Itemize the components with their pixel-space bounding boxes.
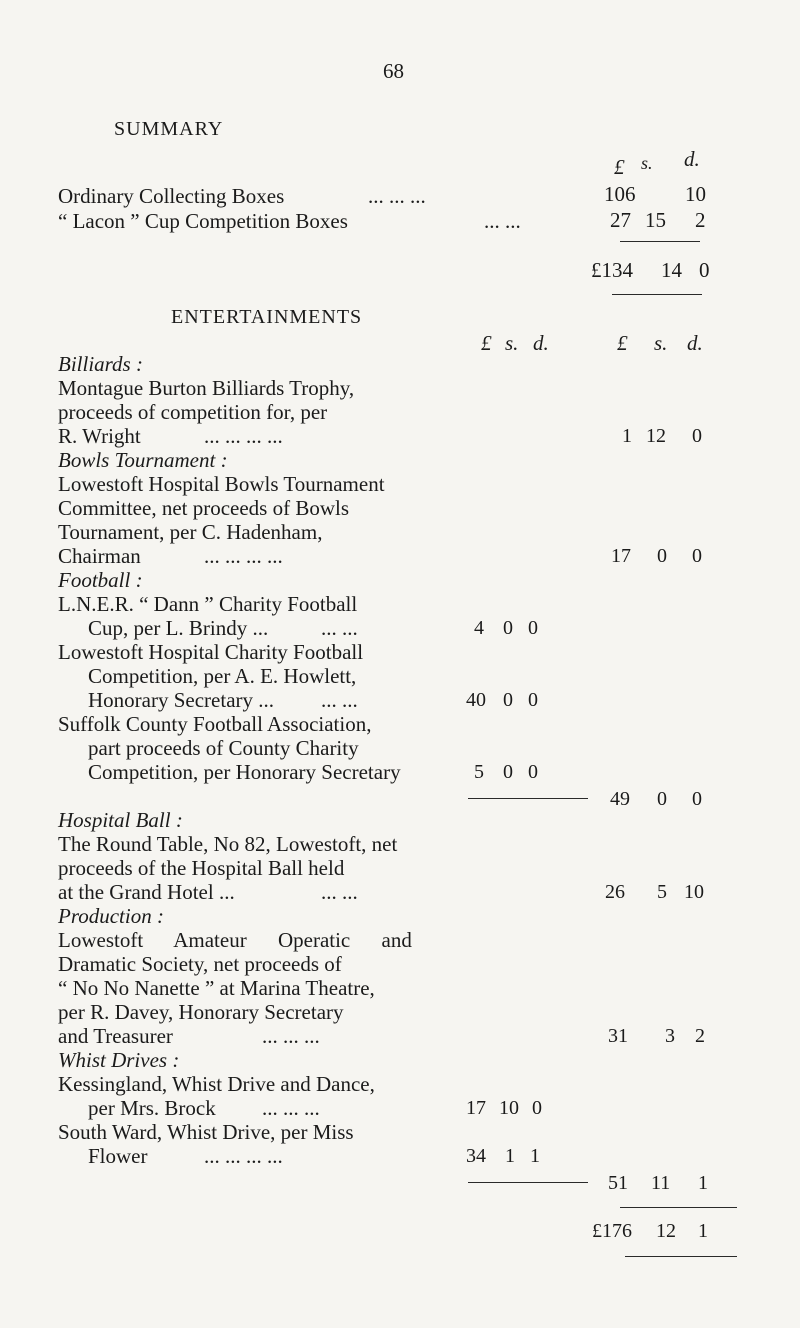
entry-text: and Treasurer [58,1024,173,1048]
entry-text: per Mrs. Brock [88,1096,216,1120]
row-label: “ Lacon ” Cup Competition Boxes [58,209,348,233]
entry-text: per R. Davey, Honorary Secretary [58,1000,344,1024]
entry-text: Lowestoft Hospital Charity Football [58,640,364,664]
amount-pence: 1 [530,1145,540,1167]
section-heading: Bowls Tournament : [58,448,228,472]
amount-shillings: 1 [505,1145,515,1167]
section-heading: Production : [58,904,164,928]
amount-pence: 2 [695,1025,705,1047]
summary-total-rule [612,294,702,295]
amount-shillings: 12 [646,425,666,447]
amount-pounds: 5 [474,761,484,783]
amount-pounds: 4 [474,617,484,639]
amount-shillings: 11 [651,1172,671,1194]
pounds-header: £ [614,155,625,179]
entry-text: at the Grand Hotel ... [58,880,235,904]
amount-shillings: 15 [645,208,666,232]
shillings-header: s. [505,331,519,355]
pence-header: d. [684,147,700,171]
entertainments-total-shillings: 12 [656,1220,676,1242]
amount-shillings: 0 [503,689,513,711]
amount-pence: 10 [685,182,706,206]
entry-text: Montague Burton Billiards Trophy, [58,376,355,400]
row-dots: ... ... ... [368,184,426,208]
leader-dots: ... ... [321,688,358,712]
amount-pence: 0 [528,761,538,783]
entry-text: The Round Table, No 82, Lowestoft, net [58,832,398,856]
row-label: Ordinary Collecting Boxes [58,184,285,208]
amount-shillings: 5 [657,881,667,903]
section-heading: Whist Drives : [58,1048,180,1072]
amount-shillings: 0 [657,545,667,567]
entry-text: Chairman [58,544,141,568]
summary-total-pounds: £134 [591,258,633,282]
summary-total-shillings: 14 [661,258,682,282]
entry-text: Competition, per Honorary Secretary [88,760,401,784]
amount-pence: 0 [528,689,538,711]
summary-subtotal-rule [620,241,700,242]
entry-text: proceeds of competition for, per [58,400,328,424]
amount-pounds: 27 [610,208,631,232]
entertainments-total-pounds: £176 [592,1220,632,1242]
entry-text: Competition, per A. E. Howlett, [88,664,357,688]
entry-text: “ No No Nanette ” at Marina Theatre, [58,976,375,1000]
amount-pounds: 17 [466,1097,486,1119]
amount-pounds: 31 [608,1025,628,1047]
entry-text: Cup, per L. Brindy ... [88,616,269,640]
amount-pence: 10 [684,881,704,903]
amount-shillings: 0 [503,761,513,783]
entertainments-total-rule [625,1256,737,1257]
pence-header: d. [687,331,703,355]
amount-pence: 0 [532,1097,542,1119]
entry-text: proceeds of the Hospital Ball held [58,856,345,880]
pence-header: d. [533,331,549,355]
pounds-header: £ [617,331,628,355]
entry-text: South Ward, Whist Drive, per Miss [58,1120,354,1144]
leader-dots: ... ... ... ... [204,424,283,448]
row-dots: ... ... [484,209,521,233]
summary-heading: SUMMARY [114,118,224,140]
leader-dots: ... ... ... [262,1024,320,1048]
entertainments-heading: ENTERTAINMENTS [171,306,363,328]
entry-text: Lowestoft Amateur Operatic and [58,928,412,952]
section-heading: Billiards : [58,352,143,376]
amount-shillings: 0 [503,617,513,639]
shillings-header: s. [641,153,653,173]
amount-pounds: 106 [604,182,636,206]
entry-text: Dramatic Society, net proceeds of [58,952,342,976]
amount-pence: 0 [692,545,702,567]
section-heading: Football : [58,568,143,592]
entry-text: part proceeds of County Charity [88,736,359,760]
leader-dots: ... ... ... ... [204,544,283,568]
section-heading: Hospital Ball : [58,808,183,832]
entry-text: Committee, net proceeds of Bowls [58,496,350,520]
amount-pence: 0 [528,617,538,639]
amount-shillings: 0 [657,788,667,810]
entry-text: L.N.E.R. “ Dann ” Charity Football [58,592,358,616]
leader-dots: ... ... ... [262,1096,320,1120]
leader-dots: ... ... [321,880,358,904]
amount-pounds: 49 [610,788,630,810]
amount-shillings: 3 [665,1025,675,1047]
amount-pounds: 34 [466,1145,486,1167]
leader-dots: ... ... [321,616,358,640]
amount-pence: 0 [692,788,702,810]
entry-text: Suffolk County Football Association, [58,712,372,736]
leader-dots: ... ... ... ... [204,1144,283,1168]
subtotal-rule [468,1182,588,1183]
amount-pence: 0 [692,425,702,447]
entry-text: Lowestoft Hospital Bowls Tournament [58,472,385,496]
entry-text: Flower [88,1144,148,1168]
entertainments-subtotal-rule [620,1207,737,1208]
amount-pounds: 51 [608,1172,628,1194]
entry-text: Tournament, per C. Hadenham, [58,520,323,544]
amount-pence: 1 [698,1172,708,1194]
subtotal-rule [468,798,588,799]
summary-total-pence: 0 [699,258,710,282]
entry-text: Kessingland, Whist Drive and Dance, [58,1072,375,1096]
amount-pence: 2 [695,208,706,232]
amount-pounds: 40 [466,689,486,711]
entry-text: R. Wright [58,424,141,448]
pounds-header: £ [481,331,492,355]
entry-text: Honorary Secretary ... [88,688,275,712]
shillings-header: s. [654,331,668,355]
amount-pounds: 17 [611,545,631,567]
page-number: 68 [383,59,404,83]
amount-pounds: 26 [605,881,625,903]
amount-shillings: 10 [499,1097,519,1119]
entertainments-total-pence: 1 [698,1220,708,1242]
amount-pounds: 1 [622,425,632,447]
